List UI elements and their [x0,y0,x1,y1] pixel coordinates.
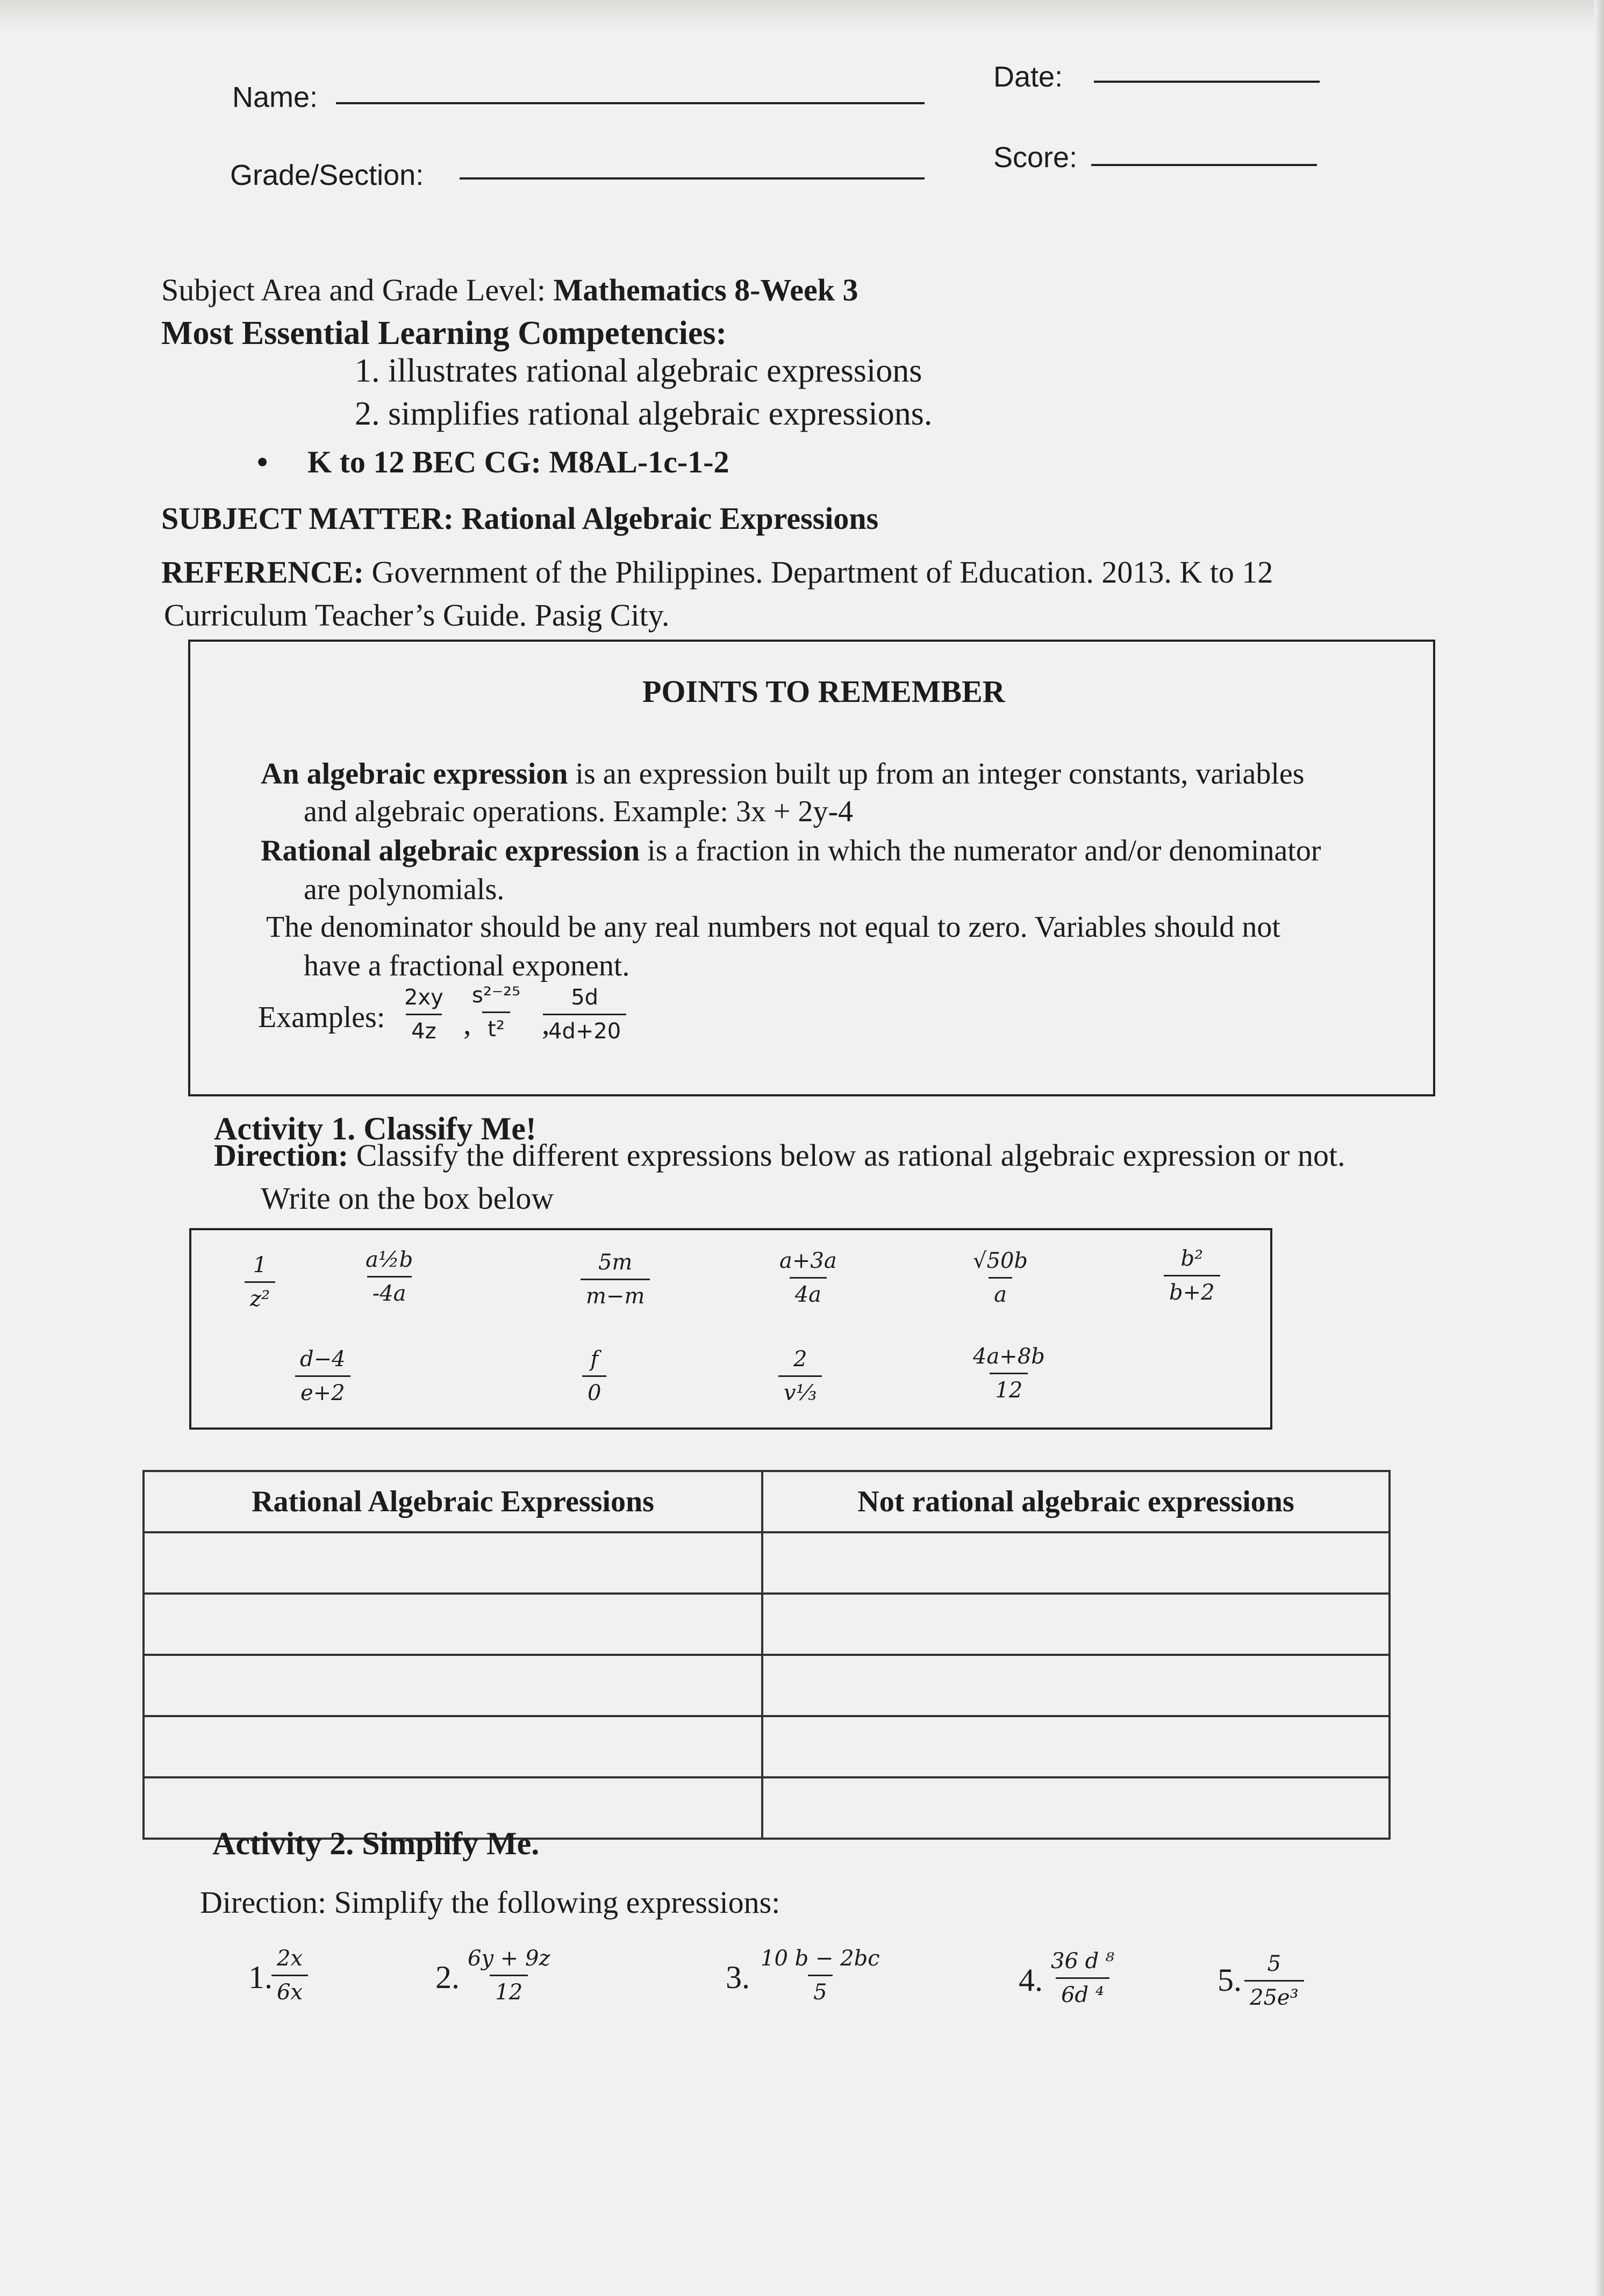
fraction-numerator: 5d [571,985,599,1010]
column-header-rational: Rational Algebraic Expressions [144,1471,762,1532]
fraction-numerator: 5m [598,1250,633,1275]
point-1-text: is an expression built up from an integer constants, variables [575,757,1305,791]
reference-label: REFERENCE: [161,555,364,590]
point-2-line2: are polynomials. [304,873,505,906]
simplify-expression [462,1946,556,2005]
table-header-row [144,1471,1390,1532]
expression [968,1248,1033,1308]
name-line[interactable] [336,102,925,104]
answer-cell[interactable] [144,1716,762,1777]
simplify-expression [271,1946,308,2005]
fraction-numerator: 6y + 9z [468,1946,550,1971]
expression [295,1346,351,1406]
fraction-numerator: 2 [793,1347,807,1372]
page-edge [1594,0,1604,2296]
subject-area-value: Mathematics 8-Week 3 [553,272,858,307]
fraction-numerator: 5 [1267,1951,1281,1976]
competency-1: 1. illustrates rational algebraic expressions [355,353,922,389]
examples-label: Examples: [258,1001,385,1034]
column-header-not-rational: Not rational algebraic expressions [762,1471,1390,1532]
direction-text: Classify the different expressions below as rational algebraic expression or not. [356,1138,1345,1173]
answer-cell[interactable] [762,1777,1390,1839]
expression [778,1346,822,1406]
fraction-numerator: 2xy [404,985,443,1010]
item-number: 4. [1019,1962,1043,1998]
fraction-denominator: e+2 [295,1375,350,1406]
point-2-term: Rational algebraic expression [261,834,640,867]
point-3-line2: have a fractional exponent. [304,949,630,982]
fraction-denominator: 5 [808,1975,832,2005]
subject-area-label: Subject Area and Grade Level: [161,272,546,307]
example-fraction [543,985,626,1044]
item-number: 2. [435,1960,460,1995]
direction-label: Direction: [214,1138,349,1173]
date-label: Date: [993,61,1063,93]
fraction-numerator: 36 d ⁸ [1051,1949,1114,1974]
fraction-denominator: a [989,1277,1012,1308]
simplify-expression [1046,1948,1120,2008]
expression [774,1248,842,1308]
classification-table [142,1470,1391,1840]
fraction-denominator: 4z [406,1014,441,1044]
fraction-denominator: z² [245,1281,275,1312]
grade-section-label: Grade/Section: [230,159,424,191]
activity-1-direction [214,1137,1345,1174]
point-2-text: is a fraction in which the numerator and/or denominator [647,834,1321,867]
table-row [144,1532,1390,1594]
expression [1164,1246,1220,1305]
fraction-denominator: v⅓ [778,1375,822,1406]
fraction-numerator: f [590,1347,599,1372]
expression [582,1346,606,1406]
table-row [144,1655,1390,1716]
item-number: 3. [726,1960,750,1995]
fraction-numerator: a+3a [779,1249,837,1273]
melc-title: Most Essential Learning Competencies: [161,315,727,351]
score-label: Score: [993,141,1078,174]
fraction-denominator: b+2 [1164,1275,1220,1305]
table-row [144,1594,1390,1655]
fraction-numerator: 10 b − 2bc [761,1946,880,1971]
reference-line2: Curriculum Teacher’s Guide. Pasig City. [164,598,670,633]
item-number: 5. [1218,1962,1242,1998]
table-row [144,1716,1390,1777]
answer-cell[interactable] [762,1716,1390,1777]
fraction-denominator: 0 [582,1375,606,1406]
fraction-denominator: 12 [490,1975,528,2005]
answer-cell[interactable] [762,1594,1390,1655]
expression [360,1247,418,1307]
activity-1-title: Activity 1. Classify Me! [214,1111,536,1146]
expression [968,1344,1050,1403]
simplify-expression [755,1946,885,2005]
comma: , [463,1006,471,1041]
point-1-line2: and algebraic operations. Example: 3x + 2y-4 [304,795,854,828]
fraction-denominator: 6d ⁴ [1056,1977,1109,2008]
date-line[interactable] [1094,81,1320,83]
fraction-denominator: -4a [367,1276,412,1307]
answer-cell[interactable] [144,1655,762,1716]
example-fraction [399,985,449,1044]
example-fraction [467,982,526,1042]
answer-cell[interactable] [144,1594,762,1655]
fraction-denominator: 12 [990,1373,1028,1403]
expression [581,1250,650,1309]
curriculum-code: K to 12 BEC CG: M8AL-1c-1-2 [307,444,729,479]
answer-cell[interactable] [144,1532,762,1594]
reference-line1: Government of the Philippines. Department of Education. 2013. K to 12 [371,555,1273,590]
fraction-denominator: 25e³ [1244,1980,1304,2011]
subject-area [161,271,858,309]
activity-2-title: Activity 2. Simplify Me. [212,1826,540,1861]
fraction-numerator: s²⁻²⁵ [472,983,521,1008]
fraction-numerator: b² [1180,1246,1204,1271]
bullet-icon: • [257,444,268,479]
reference [161,554,1273,591]
page-shadow [0,0,1604,32]
fraction-denominator: 6x [271,1975,308,2005]
point-1-term: An algebraic expression [261,757,568,791]
answer-cell[interactable] [762,1655,1390,1716]
fraction-numerator: 4a+8b [973,1344,1045,1369]
simplify-expression [1244,1951,1304,2011]
fraction-denominator: 4a [790,1277,827,1308]
fraction-denominator: 4d+20 [543,1014,626,1044]
subject-matter-label: SUBJECT MATTER: [161,501,454,536]
item-number: 1. [248,1960,273,1995]
points-title: POINTS TO REMEMBER [642,674,1005,709]
expressions-box [189,1228,1272,1430]
comma: , [542,1006,550,1041]
fraction-numerator: a½b [366,1247,413,1272]
name-label: Name: [232,81,318,113]
expression [245,1252,275,1312]
grade-section-line[interactable] [460,177,925,180]
activity-2-direction: Direction: Simplify the following expressions: [200,1885,780,1920]
point-2 [261,832,1321,870]
answer-cell[interactable] [762,1532,1390,1594]
fraction-numerator: √50b [973,1249,1028,1273]
activity-1-direction-line2: Write on the box below [261,1181,554,1216]
fraction-numerator: 1 [253,1253,267,1278]
score-line[interactable] [1091,164,1317,166]
competency-2: 2. simplifies rational algebraic expressions. [355,396,933,432]
point-3-line1: The denominator should be any real numbers not equal to zero. Variables should not [266,910,1280,944]
subject-matter-value: Rational Algebraic Expressions [461,501,879,536]
fraction-numerator: d−4 [300,1347,346,1372]
subject-matter [161,500,878,537]
fraction-numerator: 2x [277,1946,303,1971]
fraction-denominator: t² [482,1011,510,1042]
point-1 [261,755,1305,793]
fraction-denominator: m−m [581,1279,650,1309]
